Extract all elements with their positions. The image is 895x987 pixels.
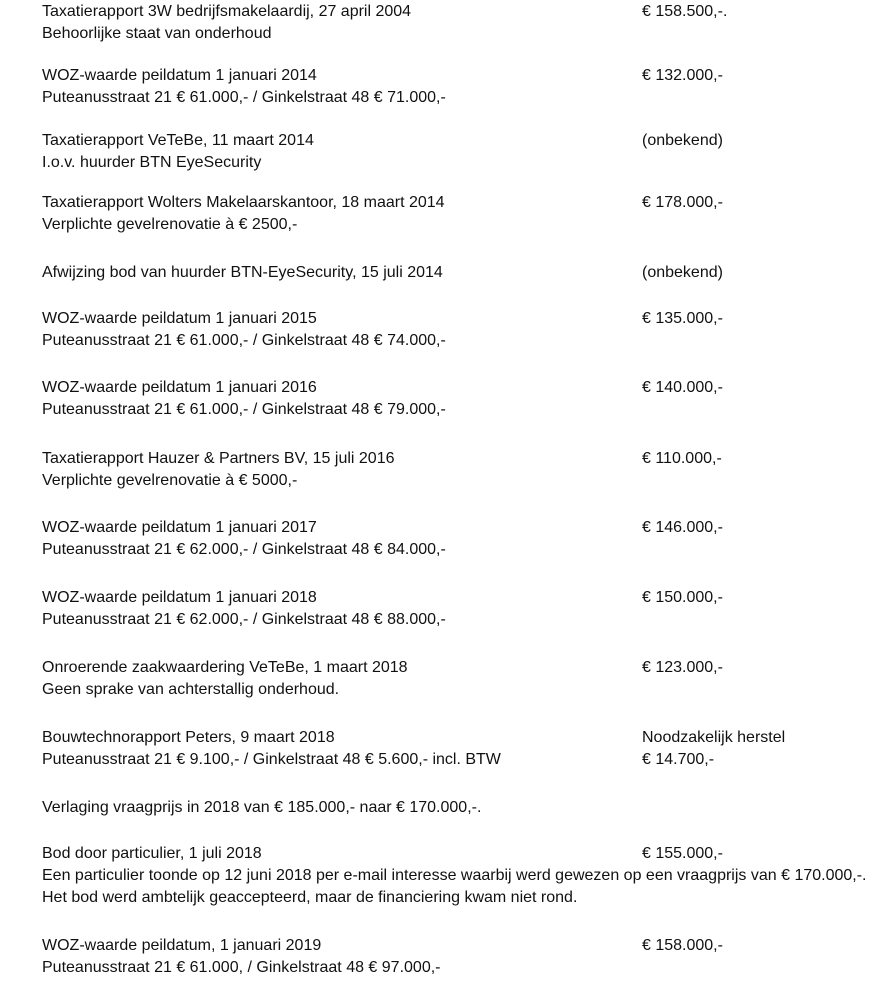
entry-detail: Verplichte gevelrenovatie à € 5000,-: [42, 472, 298, 489]
entry-detail: Puteanusstraat 21 € 61.000, / Ginkelstraat 48 € 97.000,-: [42, 959, 441, 976]
entry-woz-2016: [42, 377, 882, 421]
entry-title: WOZ-waarde peildatum 1 januari 2015: [42, 310, 317, 327]
entry-title: Onroerende zaakwaardering VeTeBe, 1 maart 2018: [42, 659, 408, 676]
entry-detail: Geen sprake van achterstallig onderhoud.: [42, 681, 340, 698]
entry-title: WOZ-waarde peildatum 1 januari 2014: [42, 67, 317, 84]
entry-bouwtechno-peters-2018: [42, 727, 882, 771]
entry-value: € 140.000,-: [642, 379, 723, 396]
entry-value: (onbekend): [642, 132, 723, 149]
entry-detail: Puteanusstraat 21 € 61.000,- / Ginkelstraat 48 € 74.000,-: [42, 332, 446, 349]
entry-woz-2017: [42, 517, 882, 561]
entry-title: Taxatierapport Hauzer & Partners BV, 15 juli 2016: [42, 450, 395, 467]
entry-paragraph: Een particulier toonde op 12 juni 2018 per e-mail interesse waarbij werd gewezen op een vraagprijs van € 170.000,-. Het bod werd ambtelijk geaccepteerd, maar de financiering kwam niet rond.: [42, 867, 867, 906]
entry-woz-2018: [42, 587, 882, 631]
entry-detail: Puteanusstraat 21 € 9.100,- / Ginkelstraat 48 € 5.600,- incl. BTW: [42, 751, 501, 768]
entry-title: Taxatierapport VeTeBe, 11 maart 2014: [42, 132, 314, 149]
entry-detail: Verplichte gevelrenovatie à € 2500,-: [42, 216, 298, 233]
entry-value: € 178.000,-: [642, 194, 723, 211]
entry-title: WOZ-waarde peildatum, 1 januari 2019: [42, 937, 322, 954]
entry-value: € 123.000,-: [642, 659, 723, 676]
entry-title: Bouwtechnorapport Peters, 9 maart 2018: [42, 729, 335, 746]
entry-value: € 135.000,-: [642, 310, 723, 327]
entry-value: € 132.000,-: [642, 67, 723, 84]
entry-detail: Puteanusstraat 21 € 62.000,- / Ginkelstraat 48 € 88.000,-: [42, 611, 446, 628]
entry-value: € 158.500,-.: [642, 3, 728, 20]
entry-title: Taxatierapport 3W bedrijfsmakelaardij, 27 april 2004: [42, 3, 412, 20]
entry-bod-particulier-2018: [42, 843, 882, 909]
entry-value: € 146.000,-: [642, 519, 723, 536]
entry-detail: Behoorlijke staat van onderhoud: [42, 25, 272, 42]
entry-title: Bod door particulier, 1 juli 2018: [42, 845, 262, 862]
entry-value: € 158.000,-: [642, 937, 723, 954]
entry-title: WOZ-waarde peildatum 1 januari 2017: [42, 519, 317, 536]
entry-value: Noodzakelijk herstel: [642, 729, 786, 746]
entry-detail: Puteanusstraat 21 € 62.000,- / Ginkelstraat 48 € 84.000,-: [42, 541, 446, 558]
entry-value: € 110.000,-: [642, 450, 722, 467]
entry-detail: I.o.v. huurder BTN EyeSecurity: [42, 154, 262, 171]
entry-value: € 150.000,-: [642, 589, 723, 606]
entry-title: WOZ-waarde peildatum 1 januari 2016: [42, 379, 317, 396]
entry-value: (onbekend): [642, 264, 723, 281]
entry-detail: Puteanusstraat 21 € 61.000,- / Ginkelstraat 48 € 71.000,-: [42, 89, 446, 106]
entry-taxatie-vetebe-2014: [42, 130, 882, 174]
entry-woz-2015: [42, 308, 882, 352]
entry-detail-value: € 14.700,-: [642, 751, 715, 768]
entry-title: Afwijzing bod van huurder BTN-EyeSecurity, 15 juli 2014: [42, 264, 443, 281]
entry-title: Taxatierapport Wolters Makelaarskantoor, 18 maart 2014: [42, 194, 445, 211]
entry-title: WOZ-waarde peildatum 1 januari 2018: [42, 589, 317, 606]
entry-value: € 155.000,-: [642, 845, 723, 862]
entry-vetebe-2018: [42, 657, 882, 701]
entry-woz-2019: [42, 935, 882, 979]
entry-title: Verlaging vraagprijs in 2018 van € 185.000,- naar € 170.000,-.: [42, 799, 482, 816]
entry-taxatie-wolters-2014: [42, 192, 882, 236]
entry-verlaging-vraagprijs-2018: [42, 797, 882, 819]
entry-taxatie-hauzer-2016: [42, 448, 882, 492]
entry-detail: Puteanusstraat 21 € 61.000,- / Ginkelstraat 48 € 79.000,-: [42, 401, 446, 418]
entry-taxatie-3w-2004: [42, 1, 882, 45]
entry-afwijzing-bod-2014: [42, 262, 882, 284]
entry-woz-2014: [42, 65, 882, 109]
